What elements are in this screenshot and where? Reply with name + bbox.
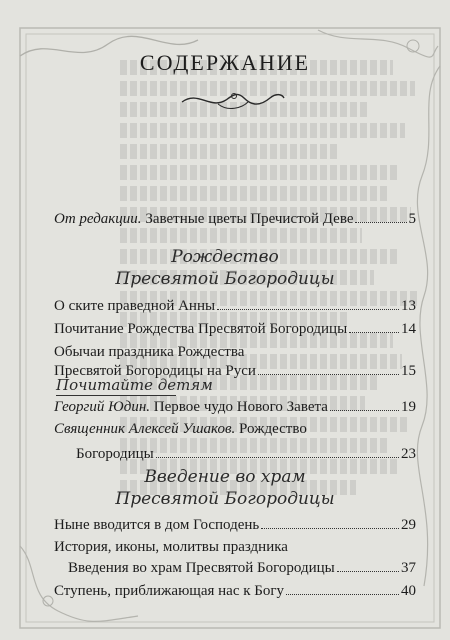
toc-entry[interactable] bbox=[54, 516, 416, 535]
toc-entry[interactable] bbox=[54, 297, 416, 316]
entry-title: Ступень, приближающая нас к Богу bbox=[54, 583, 285, 599]
leader-dots bbox=[355, 222, 406, 223]
entry-title: Ныне вводится в дом Господень bbox=[54, 517, 260, 533]
toc-entry[interactable] bbox=[54, 582, 416, 601]
leader-dots bbox=[217, 309, 399, 310]
entry-page: 29 bbox=[401, 517, 416, 533]
toc-entry[interactable] bbox=[54, 332, 416, 381]
entry-page: 5 bbox=[408, 211, 416, 227]
leader-dots bbox=[330, 410, 399, 411]
toc-entry[interactable] bbox=[54, 398, 416, 417]
entry-page: 40 bbox=[401, 583, 416, 599]
leader-dots bbox=[337, 571, 399, 572]
subheading-rule bbox=[56, 395, 176, 396]
section-heading-line1: Введение во храм bbox=[144, 467, 306, 487]
leader-dots bbox=[156, 457, 399, 458]
page-title: СОДЕРЖАНИЕ bbox=[139, 50, 311, 75]
section-heading-line1: Рождество bbox=[171, 247, 279, 267]
flourish-ornament bbox=[178, 86, 288, 112]
entry-title: О ските праведной Анны bbox=[54, 298, 216, 314]
leader-dots bbox=[261, 528, 399, 529]
leader-dots bbox=[258, 374, 399, 375]
section-subheading: Почитайте детям bbox=[56, 376, 213, 394]
entry-page: 13 bbox=[401, 298, 416, 314]
section-heading-line2: Пресвятой Богородицы bbox=[115, 269, 335, 289]
entry-page: 14 bbox=[401, 321, 416, 337]
entry-title: Заветные цветы Пречистой Деве bbox=[141, 211, 354, 227]
entry-title-line1: Рождество bbox=[235, 421, 307, 437]
section-heading bbox=[0, 246, 450, 290]
entry-page: 15 bbox=[401, 363, 416, 379]
entry-title-line2: Пресвятой Богородицы на Руси bbox=[54, 363, 256, 379]
entry-title-line1: Обычаи праздника Рождества bbox=[54, 344, 245, 360]
entry-title: Почитание Рождества Пресвятой Богородицы bbox=[54, 321, 348, 337]
toc-entry[interactable] bbox=[54, 538, 416, 578]
entry-page: 37 bbox=[401, 560, 416, 576]
entry-author: Георгий Юдин. bbox=[54, 399, 151, 415]
entry-author: От редакции. bbox=[54, 211, 142, 227]
entry-title-line2: Богородицы bbox=[76, 446, 154, 462]
entry-page: 19 bbox=[401, 399, 416, 415]
entry-author: Священник Алексей Ушаков. bbox=[54, 421, 236, 437]
leader-dots bbox=[286, 594, 399, 595]
section-heading-line2: Пресвятой Богородицы bbox=[115, 489, 335, 509]
entry-title: Первое чудо Нового Завета bbox=[150, 399, 328, 415]
entry-title-line2: Введения во храм Пресвятой Богородицы bbox=[68, 560, 335, 576]
entry-page: 23 bbox=[401, 446, 416, 462]
toc-entry[interactable] bbox=[54, 420, 416, 464]
toc-entry[interactable] bbox=[54, 210, 416, 229]
section-heading bbox=[0, 466, 450, 510]
entry-title-line1: История, иконы, молитвы праздника bbox=[54, 539, 288, 555]
